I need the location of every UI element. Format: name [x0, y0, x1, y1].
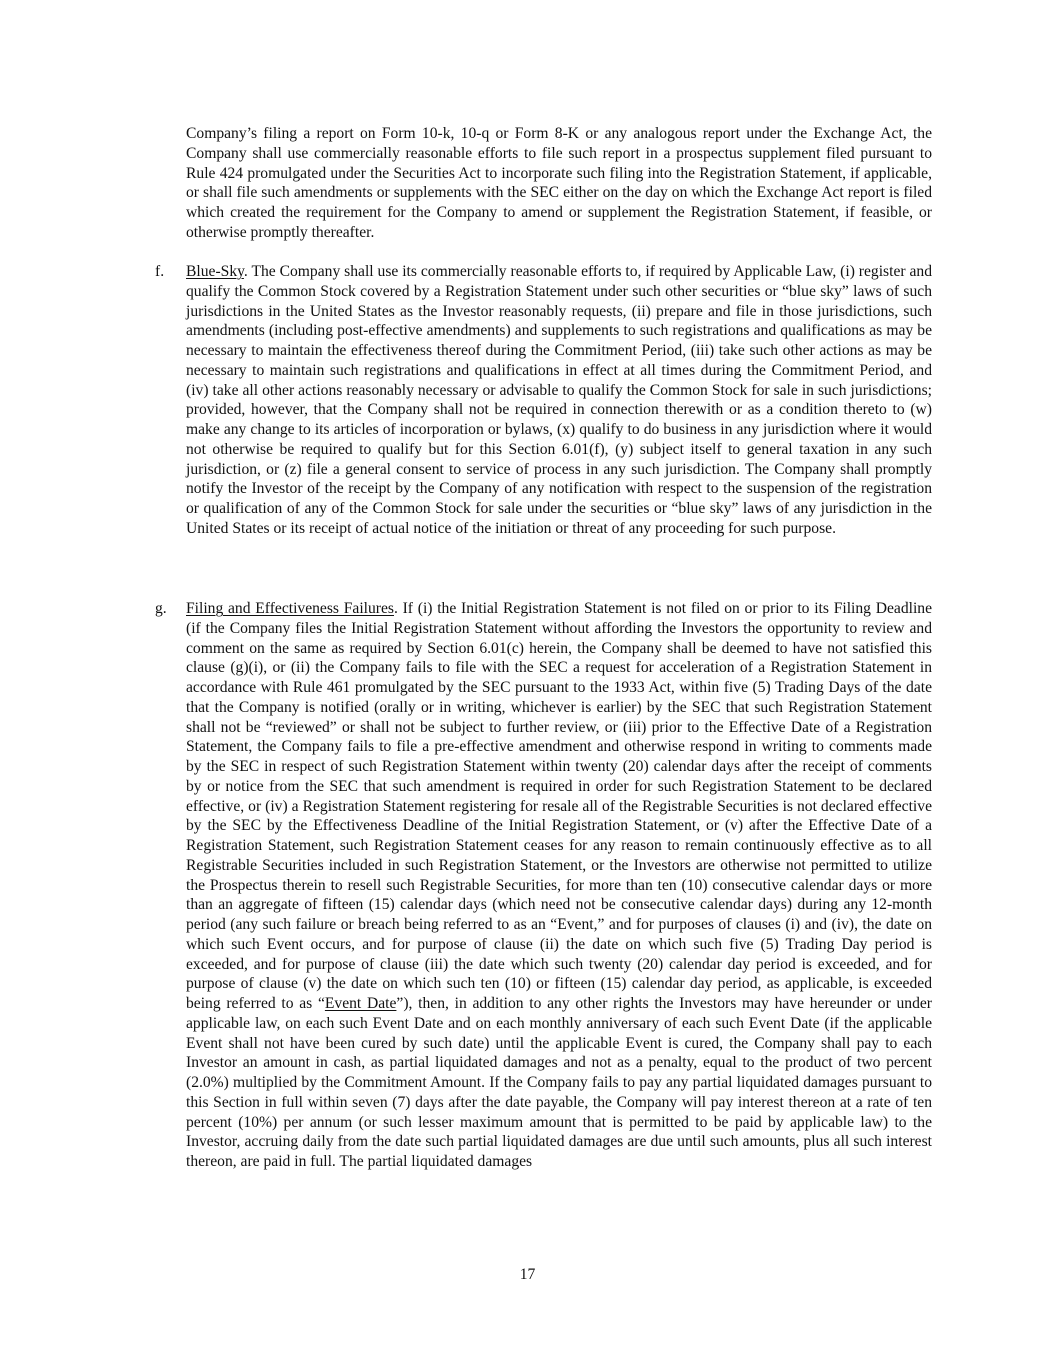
section-g-letter: g. — [155, 600, 167, 617]
section-f-heading: Blue-Sky — [186, 263, 244, 280]
section-f-letter: f. — [155, 263, 165, 280]
section-f-paragraph — [186, 262, 932, 539]
event-date-defined-term: Event Date — [324, 995, 397, 1012]
section-g-paragraph — [186, 599, 932, 1172]
continued-paragraph: Company’s filing a report on Form 10-k, 10-q or Form 8-K or any analogous report under the Exchange Act, the Company shall use commercially reasonable efforts to file such report in a prospectus supplement filed pursuant to Rule 424 promulgated under the Securities Act to incorporate such filing into the Registration Statement, if applicable, or shall file such amendments or supplements with the SEC either on the day on which the Exchange Act report is filed which created the requirement for the Company to amend or supplement the Registration Statement, if feasible, or otherwise promptly thereafter. — [186, 125, 932, 241]
section-g-body-part1: . If (i) the Initial Registration Statement is not filed on or prior to its Filing Deadline (if the Company files the Initial Registration Statement without affording the Investors the opportunity to review and comment on the same as required by Section 6.01(c) herein, the Company shall be deemed to have not satisfied this clause (g)(i), or (ii) the Company fails to file with the SEC a request for acceleration of a Registration Statement in accordance with Rule 461 promulgated by the SEC pursuant to the 1933 Act, within five (5) Trading Days of the date that the Company is notified (orally or in writing, whichever is earlier) by the SEC that such Registration Statement shall not be “reviewed” or shall not be subject to further review, or (iii) prior to the Effective Date of a Registration Statement, the Company fails to file a pre-effective amendment and otherwise respond in writing to comments made by the SEC in respect of such Registration Statement within twenty (20) calendar days after the receipt of comments by or notice from the SEC that such amendment is required in order for such Registration Statement to be declared effective, or (iv) a Registration Statement registering for resale all of the Registrable Securities is not declared effective by the SEC by the Effectiveness Deadline of the Initial Registration Statement, or (v) after the Effective Date of a Registration Statement, such Registration Statement ceases for any reason to remain continuously effective as to all Registrable Securities included in such Registration Statement, or the Investors are otherwise not permitted to utilize the Prospectus therein to resell such Registrable Securities, for more than ten (10) consecutive calendar days or more than an aggregate of fifteen (15) calendar days (which need not be consecutive calendar days) during any 12-month period (any such failure or breach being referred to as an “Event,” and for purposes of clauses (i) and (iv), the date on which such Event occurs, and for purpose of clause (ii) the date on which such five (5) Trading Day period is exceeded, and for purpose of clause (iii) the date which such twenty (20) calendar day period is exceeded, and for purpose of clause (v) the date on which such ten (10) or fifteen (15) calendar day period, as applicable, is exceeded being referred to as “ — [186, 600, 932, 1012]
section-g-heading: Filing and Effectiveness Failures — [186, 600, 394, 617]
page-number: 17 — [519, 1266, 536, 1283]
section-f-body: . The Company shall use its commercially reasonable efforts to, if required by Applicable Law, (i) register and qualify the Common Stock covered by a Registration Statement under such other securities or “blue sky” laws of such jurisdictions in the United States as the Investor reasonably requests, (ii) prepare and file in those jurisdictions, such amendments (including post-effective amendments) and supplements to such registrations and qualifications as may be necessary to maintain the effectiveness thereof during the Commitment Period, (iii) take such other actions as may be necessary to maintain such registrations and qualifications in effect at all times during the Commitment Period, and (iv) take all other actions reasonably necessary or advisable to qualify the Common Stock for sale in such jurisdictions; provided, however, that the Company shall not be required in connection therewith or as a condition thereto to (w) make any change to its articles of incorporation or bylaws, (x) qualify to do business in any jurisdiction where it would not otherwise be required to qualify but for this Section 6.01(f), (y) subject itself to general taxation in any such jurisdiction, or (z) file a general consent to service of process in any such jurisdiction. The Company shall promptly notify the Investor of the receipt by the Company of any notification with respect to the suspension of the registration or qualification of any of the Common Stock for sale under the securities or “blue sky” laws of any jurisdiction in the United States or its receipt of actual notice of the initiation or threat of any proceeding for such purpose. — [186, 263, 932, 537]
section-g-body-part2: ”), then, in addition to any other rights the Investors may have hereunder or under applicable law, on each such Event Date and on each monthly anniversary of each such Event Date (if the applicable Event shall not have been cured by such date) until the applicable Event is cured, the Company shall pay to each Investor an amount in cash, as partial liquidated damages and not as a penalty, equal to the product of two percent (2.0%) multiplied by the Commitment Amount. If the Company fails to pay any partial liquidated damages pursuant to this Section in full within seven (7) days after the date payable, the Company will pay interest thereon at a rate of ten percent (10%) per annum (or such lesser maximum amount that is permitted to be paid by applicable law) to the Investor, accruing daily from the date such partial liquidated damages are due until such amounts, plus all such interest thereon, are paid in full. The partial liquidated damages — [186, 995, 932, 1170]
